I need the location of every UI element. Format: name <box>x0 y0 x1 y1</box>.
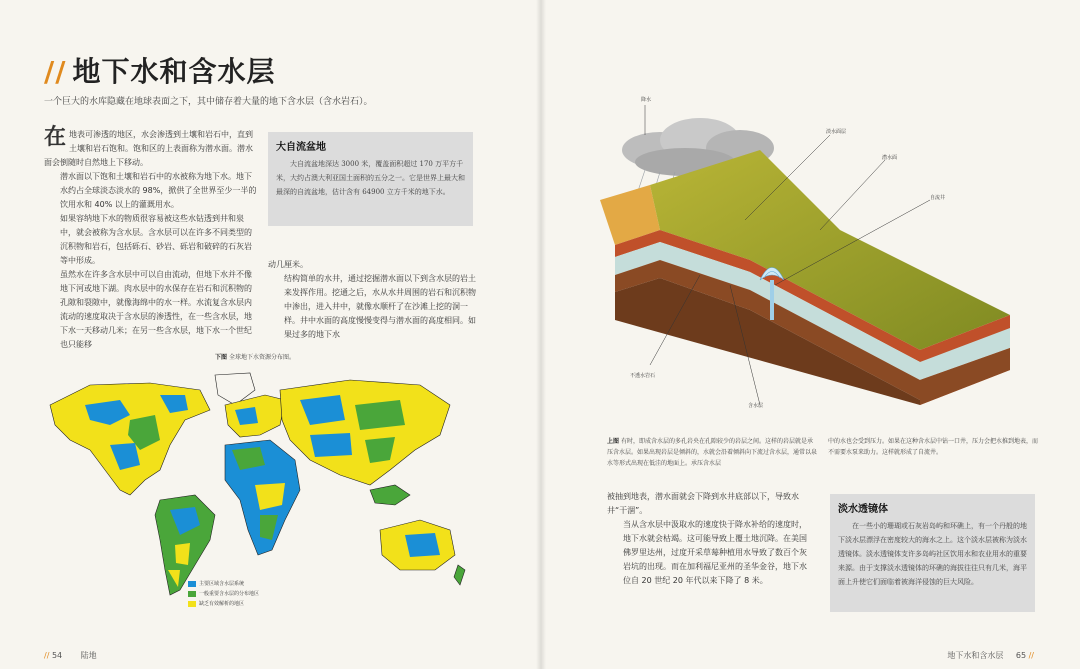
footer-slashes: // <box>44 651 50 660</box>
footer-right <box>947 650 1034 661</box>
paragraph-2: 潜水面以下饱和土壤和岩石中的水被称为地下水。地下水约占全球淡态淡水的 98%，掀供了全世界至少一半的饮用水和 40% 以上的灌溉用水。 <box>60 172 257 209</box>
paragraph-3: 如果容纳地下水的物质很容易被这些水钻透到井和泉中，就会被称为含水层。含水层可以在许多不同类型的沉积物和岩石，包括砾石、砂岩、砾岩和破碎的石灰岩等中形成。 <box>60 214 252 265</box>
legend-label: 主要区域含水层系统 <box>199 581 245 587</box>
diagram-caption-text-1: 有时，即成含水层的多孔岩央在孔隙较少的岩层之间。这样的岩层就是承压含水层。如果出现岩层是倾斜的，水就会沿着倾斜向下流过含水层，通常以泉水等形式出现在低洼的地面上。承压含水层 <box>607 438 818 467</box>
map-caption-bold: 下图 <box>215 354 228 361</box>
label-water-table-top: 淡水面层 <box>826 129 847 135</box>
box-text: 大自流盆地深达 3000 米，覆盖面积超过 170 万平方千米，大约占澳大利亚国土面积的五分之一。它是世界上最大和最深的自流盆地，估计含有 64900 立方千米的地下水。 <box>276 160 465 196</box>
paragraph-8: 当从含水层中汲取水的速度快于降水补给的速度时，地下水就会枯竭。这可能导致上覆土地沉降。在美国佛罗里达州，过度开采草莓种植用水导致了数百个灰岩坑的出现。而在加利福尼亚州的圣华金谷，地下水位自 20 世纪 20 年代以来下降了 8 米。 <box>623 520 807 585</box>
aquifer-diagram <box>590 80 1040 420</box>
paragraph-7: 被抽到地表，潜水面就会下降到水井底部以下，导致水井“干涸”。 <box>607 492 799 515</box>
title-slashes: // <box>44 55 67 88</box>
footer-slashes: // <box>1028 651 1034 660</box>
label-artesian-well: 自流井 <box>930 195 946 201</box>
box-text: 在一些小的珊瑚或石灰岩岛屿和环礁上，有一个丹般的地下淡水层漂浮在密度较大的海水之上。这个淡水层被称为淡水透镜体。淡水透镜体支许多岛屿社区饮用水和农业用水的重要来源。由于支撑淡水透镜体的环礁的海拔往往只有几米，海平面上升使它们面临着被海洋侵蚀的巨大风险。 <box>838 522 1027 586</box>
map-caption <box>215 352 295 361</box>
asia <box>280 380 450 485</box>
legend-item-major <box>188 580 244 587</box>
world-groundwater-map <box>10 365 470 615</box>
map-caption-text: 全球地下水资源分布图。 <box>228 354 295 361</box>
legend-label: 缺乏有效解析的地区 <box>199 601 245 607</box>
label-rain: 降水 <box>641 97 652 103</box>
page-number: 65 <box>1015 651 1027 660</box>
paragraph-4: 虽然水在许多含水层中可以自由流动，但地下水并不像地下河或地下湖。肉水层中的水保存在岩石和沉积物的孔隙和裂隙中，就像海绵中的水一样。水流复含水层内流动的速度取决于含水层的渗透性，在一些含水层，地下水一天移动几米；在另一些含水层，地下水一个世纪也只能移 <box>60 270 252 349</box>
legend-swatch-green <box>188 591 196 597</box>
legend-swatch-blue <box>188 581 196 587</box>
page-subtitle: 一个巨大的水库隐藏在地球表面之下，其中储存着大量的地下含水层（含水岩石）。 <box>44 97 373 107</box>
north-america <box>50 383 210 495</box>
right-column-text <box>268 258 478 342</box>
box-heading: 淡水透镜体 <box>838 504 888 515</box>
label-aquifer: 含水层 <box>748 403 764 409</box>
box-heading: 大自流盆地 <box>276 142 326 153</box>
paragraph-6: 结构简单的水井，通过挖掘潜水面以下到含水层的岩土来发挥作用。挖通之后，水从水井周围的岩石和沉积物中渗出，进入井中，就像水顺杆了在沙滩上挖的洞一样。井中水面的高度慢慢变得与潜水面的高度相同。如果过多的地下水 <box>284 274 476 339</box>
title-text: 地下水和含水层 <box>72 55 276 88</box>
label-impermeable-rock: 不透水岩石 <box>630 373 656 379</box>
legend-item-moderate <box>188 590 259 597</box>
legend-swatch-yellow <box>188 601 196 607</box>
label-water-table: 潜水面 <box>882 155 898 161</box>
info-box-artesian-basin <box>268 132 473 226</box>
diagram-caption-col1 <box>607 436 817 469</box>
footer-left <box>44 650 97 661</box>
legend-label: 一般重要含水层的分布地区 <box>199 591 260 597</box>
paragraph-5: 动几厘米。 <box>268 260 308 269</box>
left-column <box>44 125 259 352</box>
info-box-freshwater-lens <box>830 494 1035 612</box>
southeast-asia <box>370 485 410 505</box>
drop-cap: 在 <box>44 125 67 150</box>
diagram-caption-bold: 上图 <box>607 438 620 445</box>
footer-section: 地下水和含水层 <box>947 651 1004 660</box>
paragraph-1: 地表可渗透的地区，水会渗透到土壤和岩石中，直到土壤和岩石饱和。饱和区的上表面称为潜水面。潜水面会倒随时自然地上下移动。 <box>44 130 254 167</box>
right-page-text <box>607 490 812 588</box>
footer-section: 陆地 <box>80 651 97 660</box>
diagram-caption-col2: 中的水也会受到压力。如果在这种含水层中钻一口井，压力会把水推到地表，而不需要水泵来助力。这样就形成了自流井。 <box>828 438 1039 456</box>
new-zealand <box>454 565 465 585</box>
page-title <box>44 50 275 90</box>
page-number: 54 <box>51 651 63 660</box>
legend-item-scarce <box>188 600 244 607</box>
